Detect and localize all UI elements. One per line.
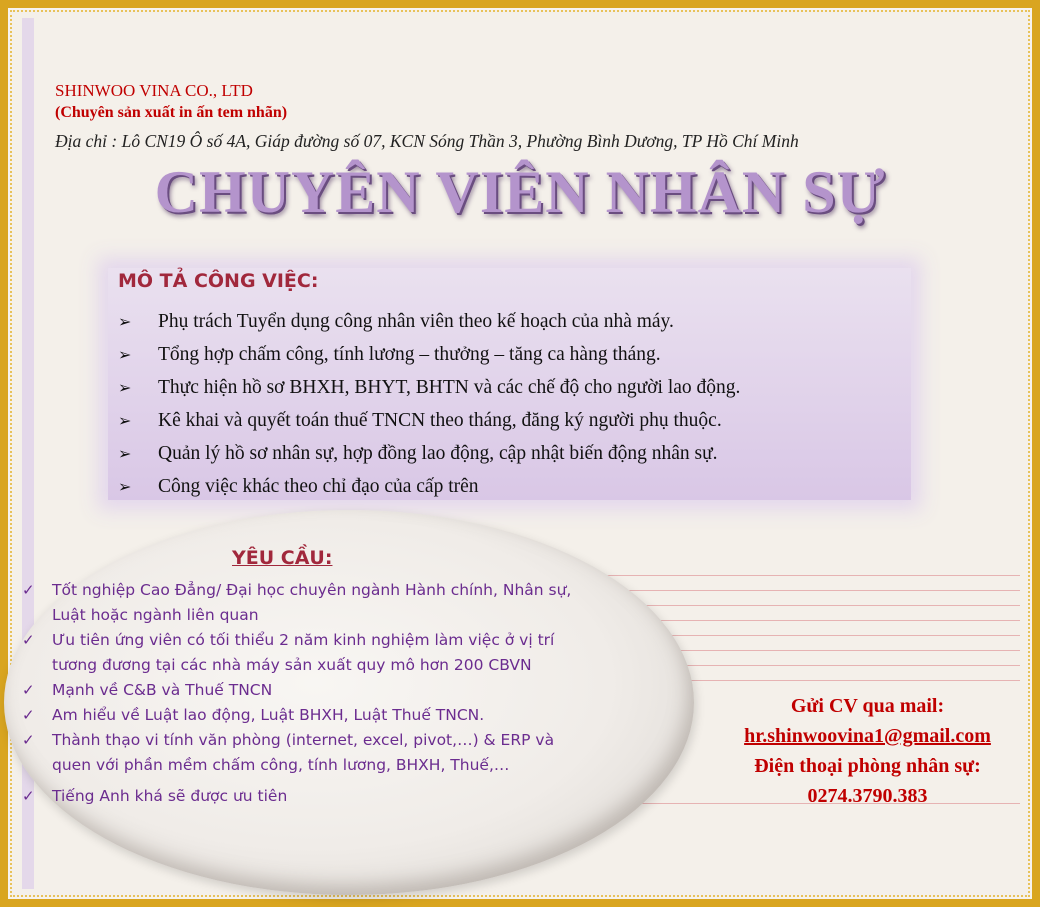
list-item: ➢ Thực hiện hồ sơ BHXH, BHYT, BHTN và các chế độ cho người lao động.: [118, 371, 740, 404]
arrow-bullet-icon: ➢: [118, 345, 132, 364]
arrow-bullet-icon: ➢: [118, 444, 132, 463]
list-item: ➢ Phụ trách Tuyển dụng công nhân viên theo kế hoạch của nhà máy.: [118, 305, 740, 338]
company-address: Địa chỉ : Lô CN19 Ô số 4A, Giáp đường số 07, KCN Sóng Thần 3, Phường Bình Dương, TP Hồ Chí Minh: [55, 131, 799, 151]
checkmark-icon: ✓: [22, 731, 35, 749]
company-name: SHINWOO VINA CO., LTD: [55, 81, 253, 100]
list-item: ✓ Tốt nghiệp Cao Đẳng/ Đại học chuyên ngành Hành chính, Nhân sự, Luật hoặc ngành liên quan: [22, 578, 582, 628]
phone-label: Điện thoại phòng nhân sự:: [754, 755, 981, 777]
checkmark-icon: ✓: [22, 581, 35, 599]
requirements-list: [22, 578, 582, 809]
phone-number: 0274.3790.383: [807, 785, 928, 807]
checkmark-icon: ✓: [22, 681, 35, 699]
checkmark-icon: ✓: [22, 631, 35, 649]
job-title: CHUYÊN VIÊN NHÂN SỰ: [154, 159, 886, 225]
cv-label: Gửi CV qua mail:: [790, 695, 945, 717]
list-item: ✓ Tiếng Anh khá sẽ được ưu tiên: [22, 784, 582, 809]
checkmark-icon: ✓: [22, 706, 35, 724]
requirements-heading: YÊU CẦU:: [232, 547, 333, 569]
list-item: ✓ Mạnh về C&B và Thuế TNCN: [22, 678, 582, 703]
list-item: ✓ Ưu tiên ứng viên có tối thiểu 2 năm kinh nghiệm làm việc ở vị trí tương đương tại các nhà máy sản xuất quy mô hơn 200 CBVN: [22, 628, 582, 678]
company-info: [55, 80, 287, 124]
email-link[interactable]: hr.shinwoovina1@gmail.com: [744, 725, 991, 747]
list-item: ➢ Quản lý hồ sơ nhân sự, hợp đồng lao động, cập nhật biến động nhân sự.: [118, 437, 740, 470]
list-item: ✓ Thành thạo vi tính văn phòng (internet, excel, pivot,…) & ERP và quen với phần mềm chấm công, tính lương, BHXH, Thuế,…: [22, 728, 582, 778]
arrow-bullet-icon: ➢: [118, 477, 132, 496]
list-item: ✓ Am hiểu về Luật lao động, Luật BHXH, Luật Thuế TNCN.: [22, 703, 582, 728]
list-item: ➢ Tổng hợp chấm công, tính lương – thưởng – tăng ca hàng tháng.: [118, 338, 740, 371]
company-tagline: (Chuyên sản xuất in ấn tem nhãn): [55, 104, 288, 121]
checkmark-icon: ✓: [22, 787, 35, 805]
list-item: ➢ Kê khai và quyết toán thuế TNCN theo tháng, đăng ký người phụ thuộc.: [118, 404, 740, 437]
arrow-bullet-icon: ➢: [118, 312, 132, 331]
description-heading: MÔ TẢ CÔNG VIỆC:: [118, 270, 319, 292]
list-item: ➢ Công việc khác theo chỉ đạo của cấp trên: [118, 470, 740, 503]
description-list: [118, 305, 740, 503]
contact-info: [710, 691, 1025, 811]
arrow-bullet-icon: ➢: [118, 411, 132, 430]
arrow-bullet-icon: ➢: [118, 378, 132, 397]
